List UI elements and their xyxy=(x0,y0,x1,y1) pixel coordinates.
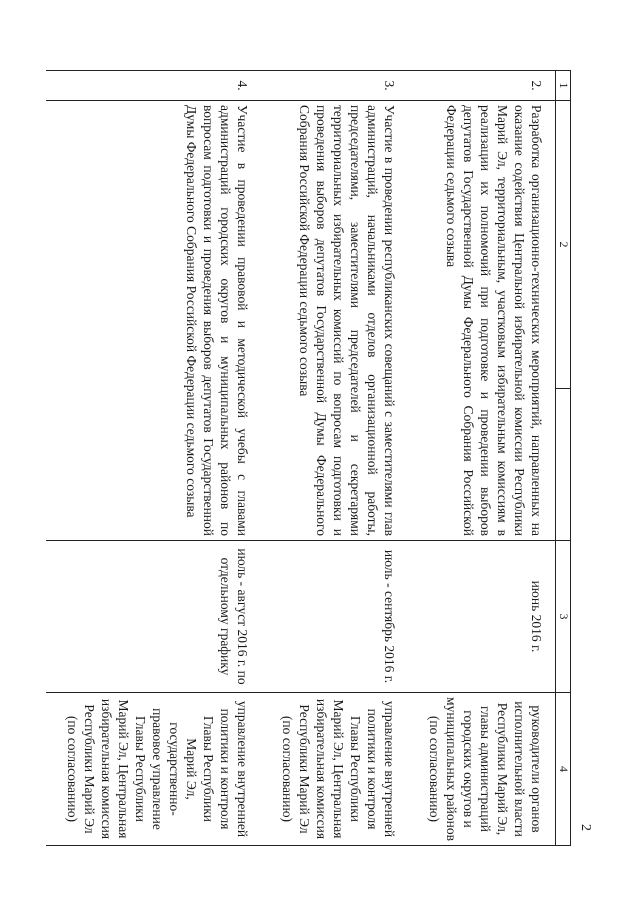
header-col-1: 1 xyxy=(556,71,571,101)
rotated-landscape-page xyxy=(55,70,593,850)
header-col-4: 4 xyxy=(556,693,571,846)
row-number: 3. xyxy=(261,71,408,101)
row-task: Разработка организационно-технических мероприятий, направленных на оказание содействия Центральной избирательной комиссии Республики Марий Эл, территориальным, участковым избирательным комиссиям в реализации их полномочий при подготовке и проведении выборов депутатов Государственной Думы Федерального Собрания Российской Федерации седьмого созыва xyxy=(408,101,556,541)
row-term: июнь 2016 г. xyxy=(408,541,556,693)
row-responsible: руководители органов исполнительной власти Республики Марий Эл, главы администраций городских округов и муниципальных районов (по согласованию) xyxy=(408,693,556,846)
table-row xyxy=(408,71,556,846)
table-row xyxy=(46,71,261,846)
header-col-2-spacer xyxy=(556,389,571,541)
header-col-2: 2 xyxy=(556,101,571,389)
row-responsible: управление внутренней политики и контроля Главы Республики Марий Эл, Центральная избирательная комиссия Республики Марий Эл (по согласованию) xyxy=(261,693,408,846)
row-number: 2. xyxy=(408,71,556,101)
header-col-3: 3 xyxy=(556,541,571,693)
row-term: июль - сентябрь 2016 г. xyxy=(261,541,408,693)
table-row xyxy=(261,71,408,846)
row-number: 4. xyxy=(46,71,261,101)
table-header-row xyxy=(556,71,571,846)
row-responsible: управление внутренней политики и контроля Главы Республики Марий Эл, государственно-правовое управление Главы Республики Марий Эл, Центральная избирательная комиссия Республики Марий Эл (по согласованию) xyxy=(46,693,261,846)
row-task: Участие в проведении правовой и методической учебы с главами администраций городских округов и муниципальных районов по вопросам подготовки и проведения выборов депутатов Государственной Думы Федерального Собрания Российской Федерации седьмого созыва xyxy=(46,101,261,541)
row-term: июль - август 2016 г. по отдельному графику xyxy=(46,541,261,693)
row-task: Участие в проведении республиканских совещаний с заместителями глав администраций, начальниками отделов организационной работы, председателями, заместителями председателей и секретарями территориальных избирательных комиссий по вопросам подготовки и проведения выборов депутатов Государственной Думы Федерального Собрания Российской Федерации седьмого созыва xyxy=(261,101,408,541)
page-number: 2 xyxy=(578,824,593,831)
plan-table xyxy=(46,70,571,846)
